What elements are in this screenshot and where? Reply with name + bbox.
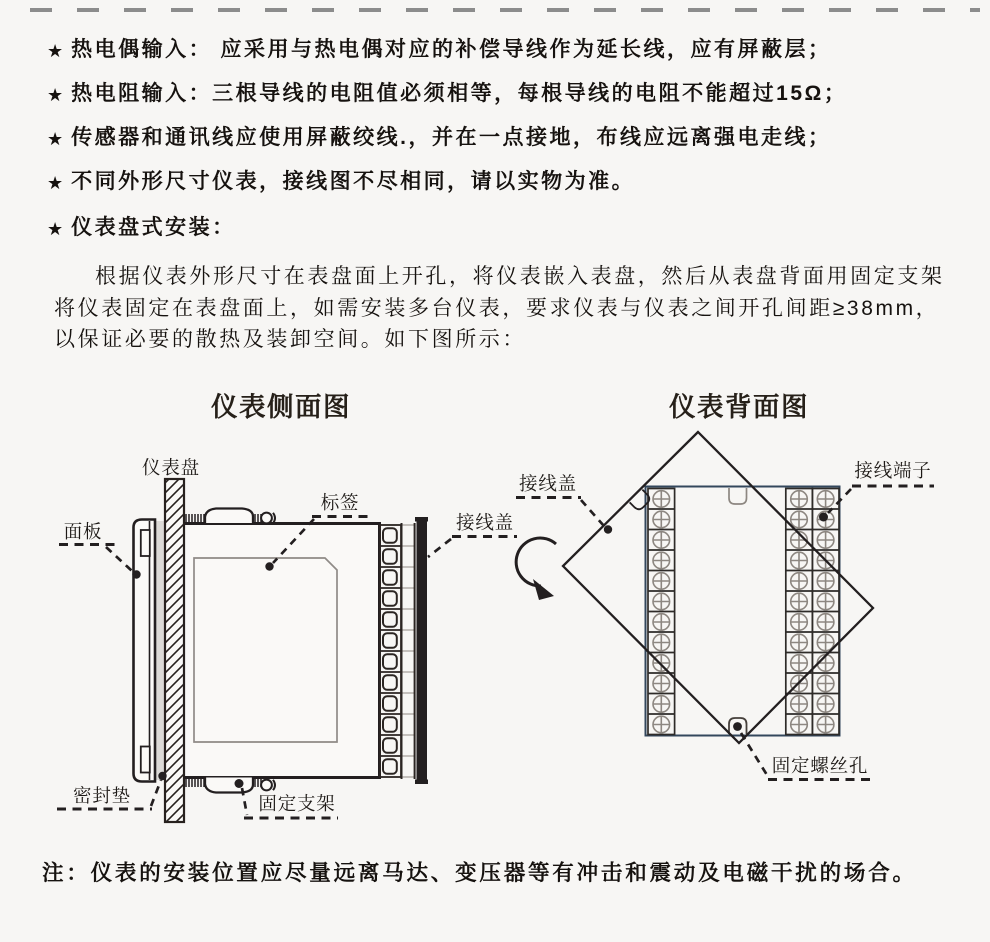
label-front-panel-dot [132, 570, 140, 578]
label-terminal-cover-back-leader [581, 500, 604, 526]
label-fixing-screw-hole: 固定螺丝孔 [771, 755, 869, 776]
label-sticker: 标签 [320, 492, 360, 513]
bullet-thermocouple [47, 38, 831, 63]
mount-paragraph-line3: 以保证必要的散热及装卸空间。如下图所示： [54, 328, 526, 351]
star-icon: ★ [47, 85, 64, 105]
label-fixing-bracket-dot [235, 779, 244, 788]
bullet-text: 热电偶输入： 应采用与热电偶对应的补偿导线作为延长线，应有屏蔽层； [71, 38, 832, 61]
instrument-body [184, 524, 380, 778]
back-view-diagram [516, 392, 934, 780]
installation-diagrams [0, 378, 990, 848]
bullet-wiring-diagram [47, 170, 635, 195]
side-view-title: 仪表侧面图 [211, 392, 351, 422]
label-terminals-dot [819, 513, 828, 522]
rear-terminal-blocks [380, 525, 401, 777]
installation-note: 注：仪表的安装位置应尽量远离马达、变压器等有冲击和震动及电磁干扰的场合。 [42, 861, 917, 885]
label-fixing-bracket: 固定支架 [258, 793, 336, 814]
bullet-panel-mount-heading [47, 216, 236, 241]
mount-paragraph-line1: 根据仪表外形尺寸在表盘面上开孔，将仪表嵌入表盘，然后从表盘背面用固定支架 [95, 265, 945, 288]
label-panel-board: 仪表盘 [142, 457, 200, 478]
label-terminal-cover-side-leader [428, 539, 451, 557]
star-icon: ★ [47, 219, 64, 239]
panel-hatch [165, 479, 184, 822]
seal-gasket-strip [155, 521, 165, 780]
star-icon: ★ [47, 173, 64, 193]
label-terminal-cover-back: 接线盖 [519, 473, 577, 494]
label-front-panel-leader [106, 547, 132, 571]
top-fixing-bracket [186, 509, 275, 524]
label-seal-gasket-leader [151, 780, 161, 806]
label-terminal-cover-back-dot [604, 525, 612, 533]
mount-paragraph-line2: 将仪表固定在表盘面上，如需安装多台仪表，要求仪表与仪表之间开孔间距≥38mm， [54, 296, 940, 320]
torn-edge-dashed-divider [30, 8, 980, 12]
top-notch [729, 488, 747, 504]
terminal-columns [648, 489, 839, 735]
side-view-diagram [57, 392, 517, 822]
label-front-panel: 面板 [63, 521, 103, 542]
bottom-fixing-bracket [186, 778, 275, 793]
label-terminals: 接线端子 [854, 460, 932, 481]
bullet-sensor-wiring [47, 126, 831, 151]
bullet-text: 传感器和通讯线应使用屏蔽绞线.，并在一点接地，布线应远离强电走线； [71, 126, 832, 149]
star-icon: ★ [47, 129, 64, 149]
star-icon: ★ [47, 41, 64, 61]
bullet-text: 热电阻输入：三根导线的电阻值必须相等，每根导线的电阻不能超过15Ω； [71, 82, 848, 105]
label-seal-gasket-dot [158, 772, 166, 780]
label-sticker-dot [265, 562, 273, 570]
label-fixing-screw-hole-leader [741, 733, 767, 775]
label-terminal-cover-side: 接线盖 [456, 512, 514, 533]
terminal-cover-bar [415, 517, 428, 784]
label-seal-gasket: 密封垫 [73, 785, 131, 806]
front-bezel [134, 520, 156, 782]
rotation-arrow-icon [516, 538, 556, 600]
bullet-rtd [47, 82, 847, 107]
bullet-text: 仪表盘式安装： [71, 216, 236, 239]
fixing-screw-hole-dot [733, 722, 742, 731]
terminal-ladder [402, 523, 415, 779]
bullet-text: 不同外形尺寸仪表，接线图不尽相同，请以实物为准。 [71, 170, 636, 193]
back-view-title: 仪表背面图 [669, 392, 809, 422]
